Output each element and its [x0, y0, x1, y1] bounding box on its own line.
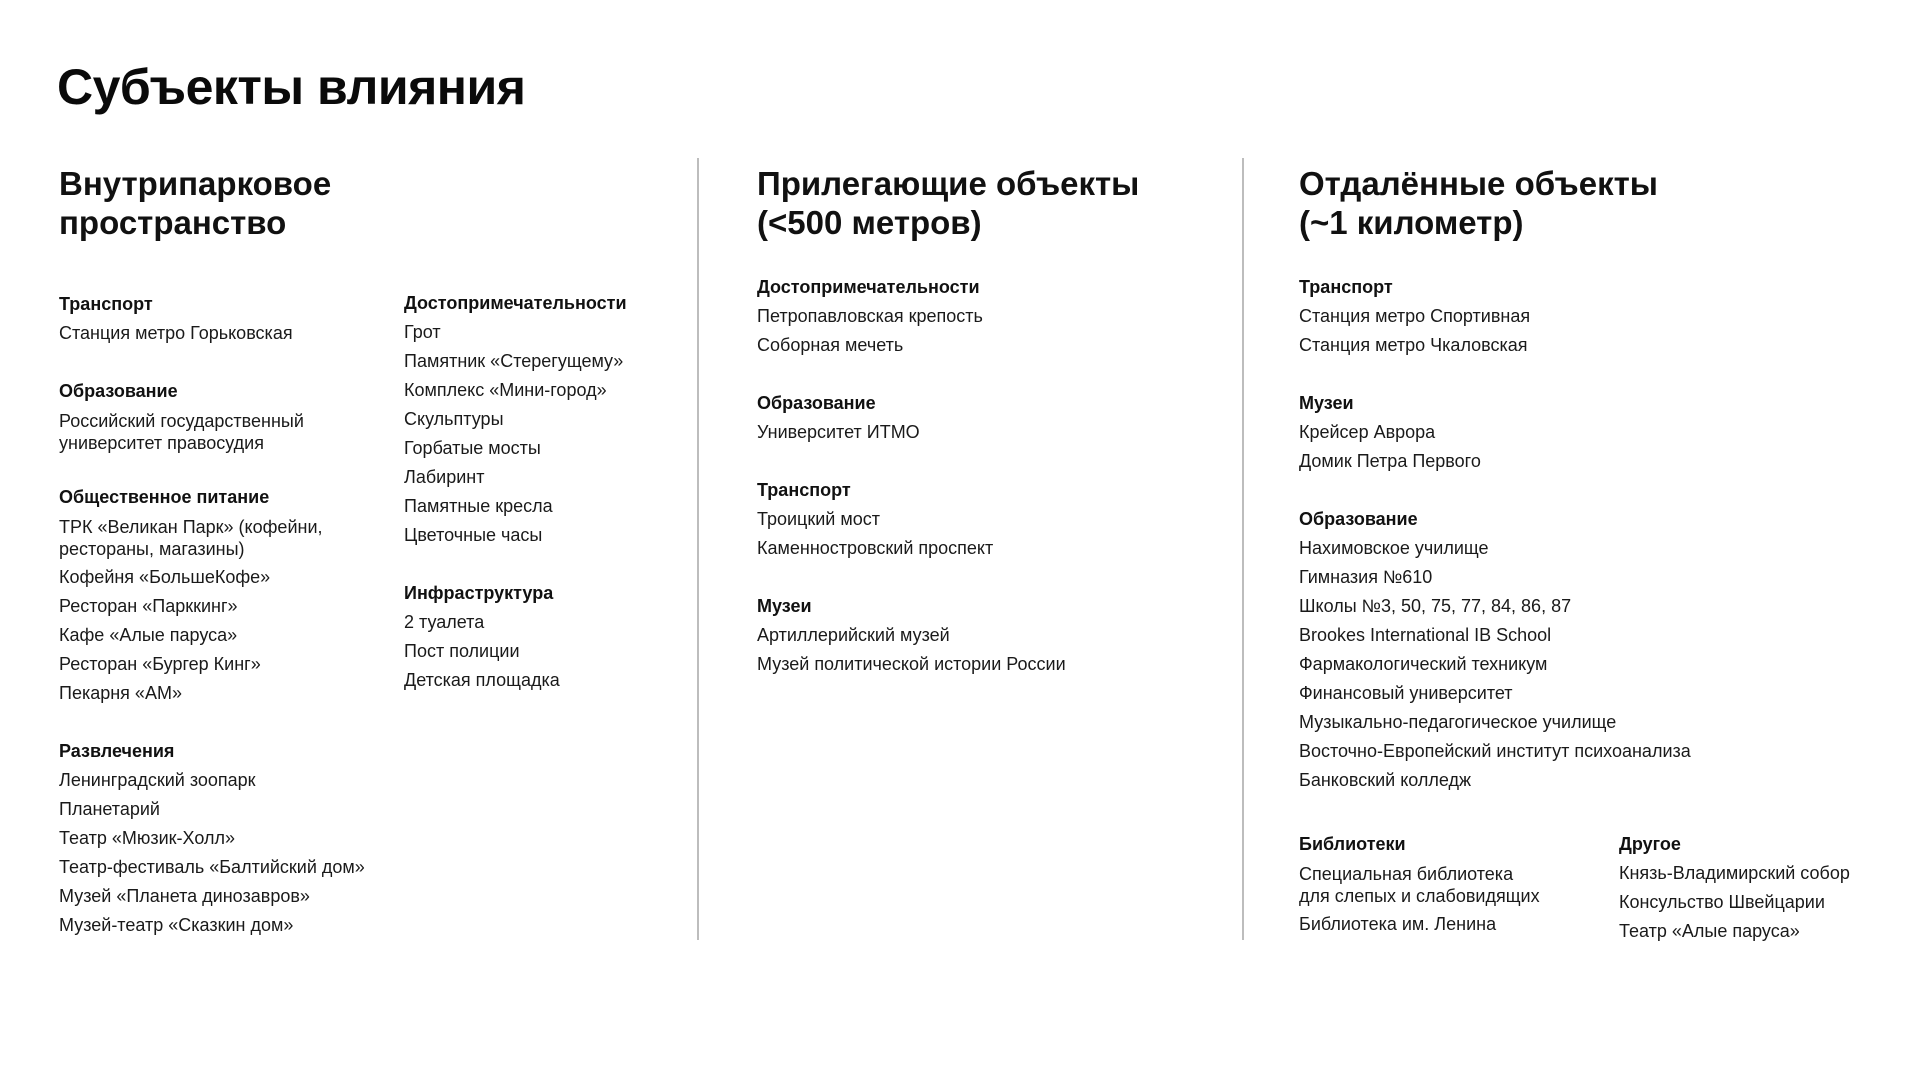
list-item: Музыкально-педагогическое училище — [1299, 712, 1617, 732]
category-heading: Образование — [757, 393, 876, 413]
category-group — [59, 377, 389, 454]
category-group — [404, 579, 664, 695]
page-title: Субъекты влияния — [57, 59, 526, 115]
list-item: Библиотека им. Ленина — [1299, 914, 1497, 934]
list-item: Горбатые мосты — [404, 438, 541, 458]
list-item: Нахимовское училище — [1299, 538, 1489, 558]
column-title-adjacent: Прилегающие объекты (<500 метров) — [757, 165, 1140, 241]
category-group — [757, 389, 1207, 447]
list-item: Цветочные часы — [404, 525, 543, 545]
list-item: Музей политической истории России — [757, 654, 1066, 674]
list-item: Детская площадка — [404, 670, 560, 690]
list-item: Консульство Швейцарии — [1619, 892, 1825, 912]
inner-park-list-right — [404, 289, 664, 724]
list-item: 2 туалета — [404, 612, 485, 632]
category-group — [1299, 389, 1819, 476]
list-item: Музей-театр «Сказкин дом» — [59, 915, 294, 935]
category-heading: Транспорт — [757, 480, 851, 500]
category-heading: Достопримечательности — [404, 293, 627, 313]
category-group — [757, 476, 1207, 563]
category-group — [1299, 830, 1599, 939]
list-item: Банковский колледж — [1299, 770, 1472, 790]
list-item: Гимназия №610 — [1299, 567, 1433, 587]
category-group — [404, 289, 664, 550]
list-item: Школы №3, 50, 75, 77, 84, 86, 87 — [1299, 596, 1572, 616]
list-item: Финансовый университет — [1299, 683, 1513, 703]
column-title-inner-park: Внутрипарковое пространство — [59, 165, 332, 241]
category-heading: Развлечения — [59, 741, 175, 761]
list-item: Театр-фестиваль «Балтийский дом» — [59, 857, 365, 877]
category-heading: Общественное питание — [59, 487, 270, 507]
list-item: Памятник «Стерегущему» — [404, 351, 624, 371]
category-heading: Музеи — [1299, 393, 1354, 413]
list-item: Восточно-Европейский институт психоанализа — [1299, 741, 1691, 761]
category-group — [59, 290, 389, 348]
list-item: Фармакологический техникум — [1299, 654, 1548, 674]
column-divider — [697, 158, 699, 940]
category-group — [1299, 273, 1819, 360]
category-group — [1619, 830, 1909, 946]
category-heading: Библиотеки — [1299, 834, 1406, 854]
list-item: Соборная мечеть — [757, 335, 904, 355]
list-item: Артиллерийский музей — [757, 625, 950, 645]
adjacent-list — [757, 273, 1207, 708]
category-group — [59, 483, 389, 708]
category-group — [59, 737, 389, 940]
list-item: Театр «Мюзик-Холл» — [59, 828, 235, 848]
list-item: Театр «Алые паруса» — [1619, 921, 1800, 941]
list-item: Ресторан «Бургер Кинг» — [59, 654, 261, 674]
list-item: Российский государственный университет правосудия — [59, 411, 304, 453]
category-heading: Другое — [1619, 834, 1681, 854]
list-item: Пекарня «АМ» — [59, 683, 182, 703]
list-item: Специальная библиотека для слепых и слабовидящих — [1299, 864, 1540, 906]
list-item: Скульптуры — [404, 409, 504, 429]
list-item: Домик Петра Первого — [1299, 451, 1481, 471]
list-item: ТРК «Великан Парк» (кофейни, рестораны, магазины) — [59, 517, 323, 559]
column-divider — [1242, 158, 1244, 940]
list-item: Троицкий мост — [757, 509, 880, 529]
list-item: Ресторан «Парккинг» — [59, 596, 238, 616]
list-item: Музей «Планета динозавров» — [59, 886, 310, 906]
list-item: Каменностровский проспект — [757, 538, 994, 558]
list-item: Пост полиции — [404, 641, 520, 661]
list-item: Станция метро Чкаловская — [1299, 335, 1528, 355]
list-item: Комплекс «Мини-город» — [404, 380, 607, 400]
list-item: Крейсер Аврора — [1299, 422, 1436, 442]
category-heading: Образование — [1299, 509, 1418, 529]
list-item: Лабиринт — [404, 467, 485, 487]
list-item: Памятные кресла — [404, 496, 553, 516]
list-item: Станция метро Спортивная — [1299, 306, 1531, 326]
list-item: Ленинградский зоопарк — [59, 770, 256, 790]
category-group — [757, 592, 1207, 679]
list-item: Станция метро Горьковская — [59, 323, 293, 343]
category-heading: Инфраструктура — [404, 583, 554, 603]
list-item: Кофейня «БольшеКофе» — [59, 567, 271, 587]
list-item: Планетарий — [59, 799, 160, 819]
remote-list — [1299, 273, 1819, 824]
category-group — [757, 273, 1207, 360]
list-item: Brookes International IB School — [1299, 625, 1552, 645]
list-item: Князь-Владимирский собор — [1619, 863, 1850, 883]
category-heading: Транспорт — [1299, 277, 1393, 297]
list-item: Кафе «Алые паруса» — [59, 625, 238, 645]
list-item: Петропавловская крепость — [757, 306, 983, 326]
remote-libraries-list — [1299, 830, 1599, 968]
remote-other-list — [1619, 830, 1909, 975]
category-group — [1299, 505, 1819, 795]
category-heading: Транспорт — [59, 294, 153, 314]
category-heading: Достопримечательности — [757, 277, 980, 297]
list-item: Грот — [404, 322, 441, 342]
category-heading: Музеи — [757, 596, 812, 616]
inner-park-list-left — [59, 290, 389, 969]
list-item: Университет ИТМО — [757, 422, 920, 442]
category-heading: Образование — [59, 381, 178, 401]
column-title-remote: Отдалённые объекты (~1 километр) — [1299, 165, 1658, 241]
